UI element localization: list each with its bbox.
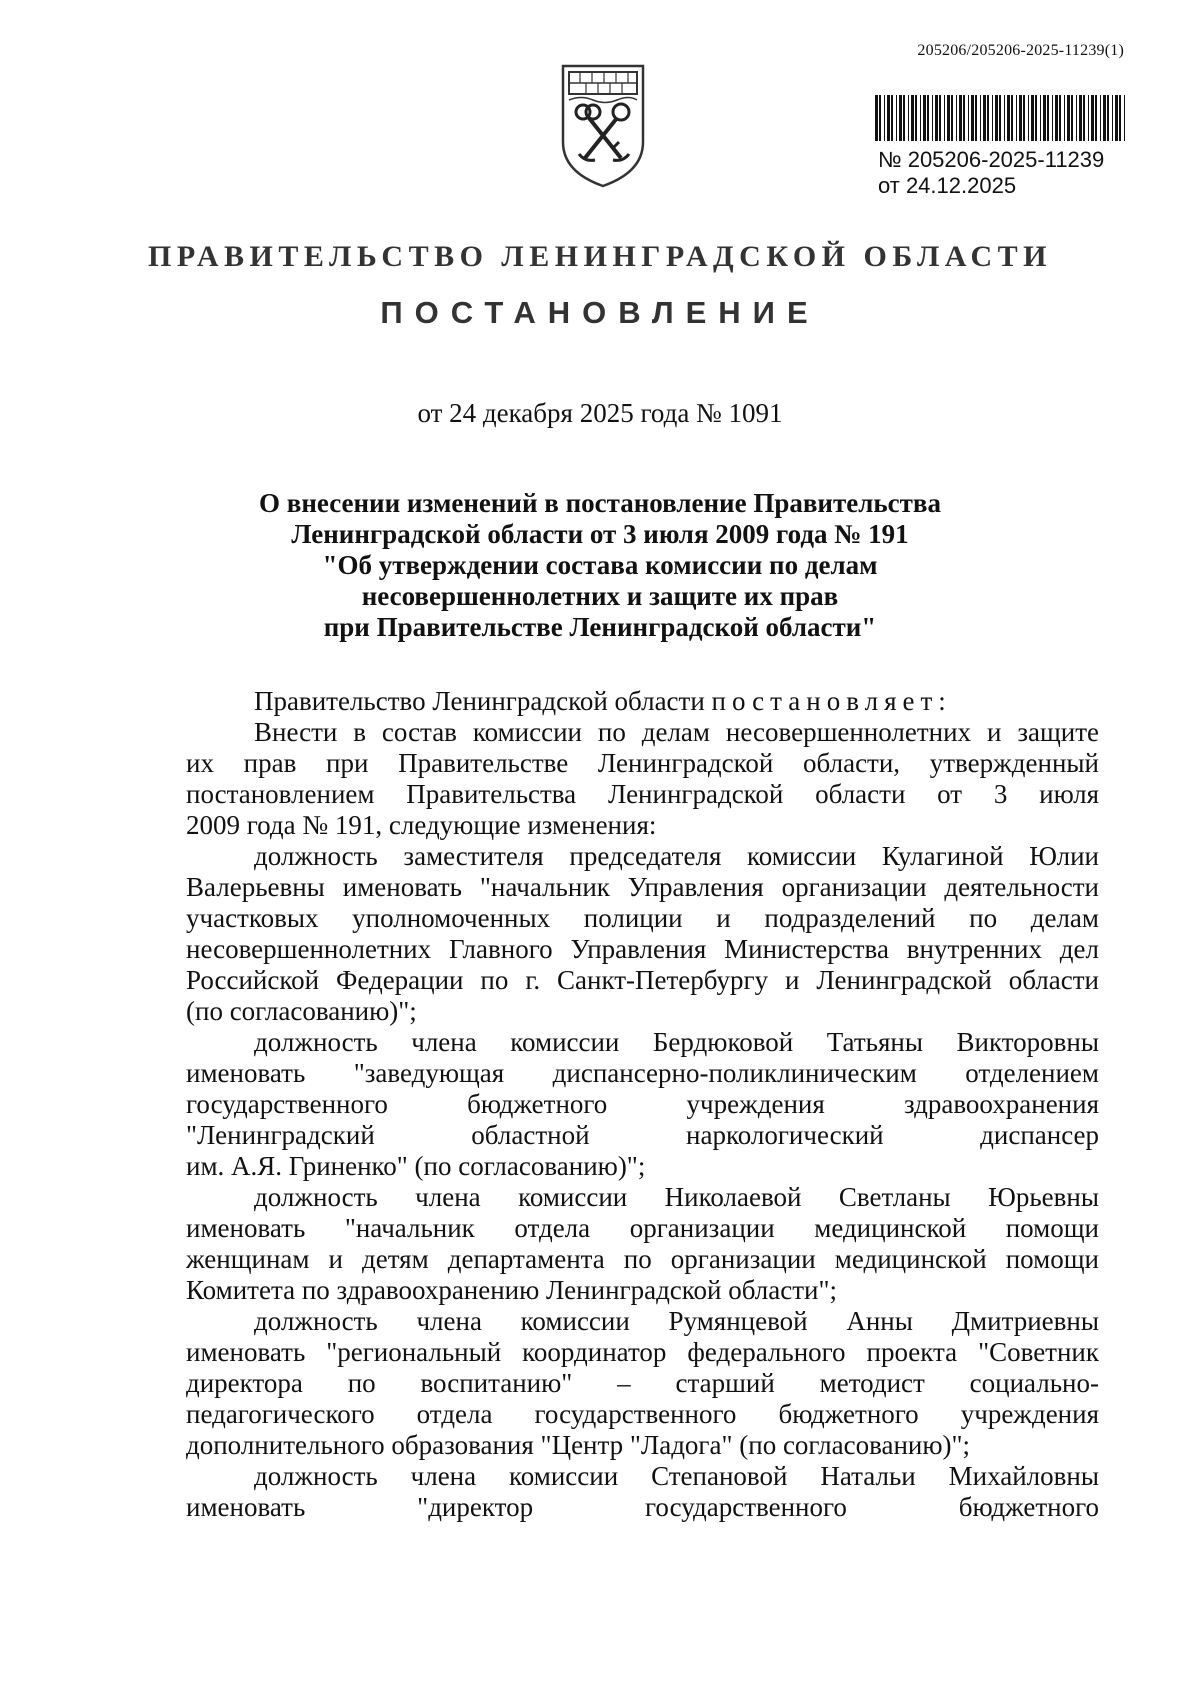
- barcode-bar: [951, 95, 953, 141]
- barcode-icon: [875, 95, 1130, 141]
- document-subject: [0, 488, 1200, 643]
- barcode-bar: [1055, 95, 1058, 141]
- intro-line: [186, 686, 1099, 717]
- barcode-bar: [995, 95, 998, 141]
- subject-line: при Правительстве Ленинградской области": [323, 612, 877, 642]
- paragraph-line: их прав при Правительстве Ленинградской области, утвержденный: [186, 748, 1099, 778]
- paragraph-line: дополнительного образования "Центр "Ладога" (по согласованию)";: [186, 1430, 971, 1460]
- barcode-bar: [992, 95, 993, 141]
- paragraph-line: должность члена комиссии Николаевой Светланы Юрьевны: [254, 1182, 1099, 1212]
- barcode-bar: [1100, 95, 1101, 141]
- paragraph-line: именовать "директор государственного бюджетного: [186, 1492, 1099, 1522]
- barcode-bar: [1079, 95, 1082, 141]
- subject-line: несовершеннолетних и защите их прав: [361, 581, 839, 611]
- barcode-bar: [911, 95, 914, 141]
- barcode-bar: [959, 95, 962, 141]
- barcode-bar: [1016, 95, 1017, 141]
- government-title: ПРАВИТЕЛЬСТВО ЛЕНИНГРАДСКОЙ ОБЛАСТИ: [148, 240, 1052, 273]
- paragraph-line: должность заместителя председателя комиссии Кулагиной Юлии: [254, 841, 1099, 871]
- barcode-bar: [1083, 95, 1085, 141]
- barcode-bar: [1019, 95, 1022, 141]
- barcode-bar: [879, 95, 881, 141]
- barcode-bar: [1035, 95, 1037, 141]
- barcode-bar: [1040, 95, 1041, 141]
- barcode-bar: [944, 95, 945, 141]
- barcode-bar: [1023, 95, 1025, 141]
- barcode-bar: [1052, 95, 1053, 141]
- barcode-bar: [968, 95, 969, 141]
- paragraph-line: педагогического отдела государственного бюджетного учреждения: [186, 1399, 1099, 1429]
- barcode-bar: [899, 95, 902, 141]
- barcode-bar: [875, 95, 878, 141]
- barcode-bar: [932, 95, 933, 141]
- coat-of-arms-icon: [555, 62, 651, 190]
- barcode-bar: [987, 95, 989, 141]
- barcode-bar: [1007, 95, 1010, 141]
- paragraph-line: женщинам и детям департамента по организации медицинской помощи: [186, 1244, 1099, 1274]
- barcode-bar: [927, 95, 929, 141]
- barcode-bar: [1103, 95, 1106, 141]
- barcode-bar: [1071, 95, 1073, 141]
- barcode-bar: [887, 95, 890, 141]
- barcode-bar: [923, 95, 926, 141]
- barcode-bar: [915, 95, 917, 141]
- barcode-bar: [1067, 95, 1070, 141]
- registration-date: от 24.12.2025: [878, 173, 1017, 198]
- barcode-bar: [1091, 95, 1094, 141]
- barcode-bar: [1047, 95, 1049, 141]
- paragraph-line: (по согласованию)";: [186, 996, 417, 1026]
- barcode-bar: [1119, 95, 1121, 141]
- barcode-bar: [999, 95, 1001, 141]
- paragraph-line: государственного бюджетного учреждения здравоохранения: [186, 1089, 1099, 1119]
- barcode-bar: [1011, 95, 1013, 141]
- barcode-bar: [884, 95, 885, 141]
- paragraph-line: участковых уполномоченных полиции и подразделений по делам: [186, 903, 1099, 933]
- barcode-bar: [1059, 95, 1061, 141]
- paragraph-line: 2009 года № 191, следующие изменения:: [186, 810, 657, 840]
- barcode-bar: [1031, 95, 1034, 141]
- paragraph-line: должность члена комиссии Степановой Натальи Михайловны: [254, 1461, 1099, 1491]
- paragraph-line: должность члена комиссии Румянцевой Анны Дмитриевны: [254, 1306, 1099, 1336]
- barcode-bar: [1095, 95, 1097, 141]
- barcode-bar: [963, 95, 965, 141]
- paragraph-line: им. А.Я. Гриненко" (по согласованию)";: [186, 1151, 646, 1181]
- paragraph-line: должность члена комиссии Бердюковой Татьяны Викторовны: [254, 1027, 1099, 1057]
- barcode-bar: [1112, 95, 1113, 141]
- barcode-bar: [1124, 95, 1125, 141]
- barcode-bar: [920, 95, 921, 141]
- barcode-bar: [891, 95, 893, 141]
- barcode-bar: [1028, 95, 1029, 141]
- barcode-bar: [1107, 95, 1109, 141]
- paragraph-line: именовать "начальник отдела организации медицинской помощи: [186, 1213, 1099, 1243]
- barcode-bar: [1076, 95, 1077, 141]
- barcode-bar: [896, 95, 897, 141]
- paragraph-line: несовершеннолетних Главного Управления Министерства внутренних дел: [186, 934, 1099, 964]
- paragraph-line: Российской Федерации по г. Санкт-Петербургу и Ленинградской области: [186, 965, 1099, 995]
- paragraph-line: Валерьевны именовать "начальник Управления организации деятельности: [186, 872, 1099, 902]
- barcode-bar: [1004, 95, 1005, 141]
- barcode-bar: [971, 95, 974, 141]
- intro-text: Правительство Ленинградской области: [254, 686, 705, 716]
- barcode-bar: [980, 95, 981, 141]
- paragraph-line: "Ленинградский областной наркологический диспансер: [186, 1120, 1099, 1150]
- barcode-bar: [975, 95, 977, 141]
- barcode-bar: [1064, 95, 1065, 141]
- subject-line: "Об утверждении состава комиссии по делам: [322, 550, 878, 580]
- barcode-bar: [983, 95, 986, 141]
- barcode-bar: [1115, 95, 1118, 141]
- barcode-bar: [908, 95, 909, 141]
- barcode-bar: [935, 95, 938, 141]
- barcode-bar: [939, 95, 941, 141]
- subject-line: Ленинградской области от 3 июля 2009 года № 191: [291, 519, 909, 549]
- intro-decree-word: постановляет:: [711, 686, 952, 716]
- registration-number: № 205206-2025-11239: [878, 147, 1105, 172]
- document-body: [186, 686, 1099, 1523]
- document-code: 205206/205206-2025-11239(1): [917, 42, 1124, 59]
- subject-line: О внесении изменений в постановление Правительства: [259, 488, 941, 518]
- document-type: ПОСТАНОВЛЕНИЕ: [380, 295, 820, 330]
- document-date-line: от 24 декабря 2025 года № 1091: [417, 398, 783, 428]
- barcode-bar: [903, 95, 905, 141]
- paragraph-line: постановлением Правительства Ленинградской области от 3 июля: [186, 779, 1099, 809]
- barcode-bar: [1088, 95, 1089, 141]
- barcode-bar: [956, 95, 957, 141]
- paragraph-line: именовать "заведующая диспансерно-поликлиническим отделением: [186, 1058, 1099, 1088]
- paragraph-line: именовать "региональный координатор федерального проекта "Советник: [186, 1337, 1099, 1367]
- paragraph-line: Внести в состав комиссии по делам несовершеннолетних и защите: [254, 717, 1099, 747]
- paragraph-line: Комитета по здравоохранению Ленинградской области";: [186, 1275, 838, 1305]
- registration-stamp: [878, 147, 1104, 199]
- barcode-bar: [947, 95, 950, 141]
- barcode-bar: [1043, 95, 1046, 141]
- paragraph-line: директора по воспитанию" – старший методист социально-: [186, 1368, 1099, 1398]
